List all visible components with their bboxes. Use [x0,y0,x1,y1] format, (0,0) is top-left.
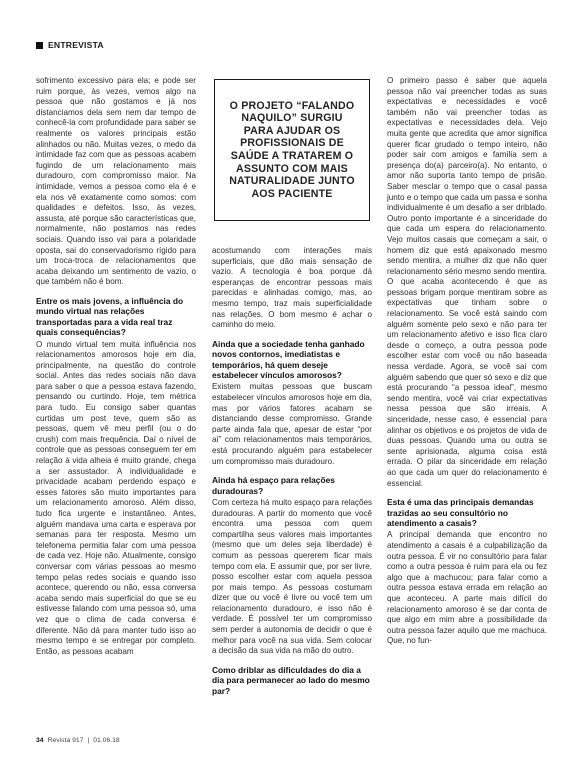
issue-date: 01.06.18 [93,737,120,744]
article-column-3 [387,76,547,748]
question-heading: Como driblar as dificuldades do dia a dia para permanecer ao lado do mesmo par? [212,664,370,696]
section-label: ENTREVISTA [48,40,104,50]
footer-separator: | [87,737,90,744]
paragraph: O primeiro passo é saber que aquela pessoa não vai preencher todas as suas expectativas e necessidades e você também não vai preencher todas as expectativas e necessidades dela. Vejo muita gente que acredita que amor significa querer ficar grudado o tempo inteiro, não poder sair com amigos e família sem a presença do(a) parceiro(a). No entanto, o amor não suporta tanto tempo de prisão. Saber mesclar o tempo que o casal passa junto e o tempo que cada um passa e sonha individualmente é um desafio a ser driblado. Outro ponto importante é a sinceridade do que cada um espera do relacionamento. Vejo muitos casais que começam a sair, o homem diz que está apaixonado mesmo sendo mentira, a mulher diz que não quer relacionamento sério mesmo sendo mentira. O que acaba acontecendo é que as pessoas brigam porque mentiram sobre as expectativas que tinham sobre o relacionamento. Se você está saindo com alguém somente pelo sexo e não para ter um relacionamento afetivo e isso fica claro desde o começo, a outra pessoa pode escolher estar com você ou não baseada nessa verdade. Agora, se você sai com alguém sabendo que quer só sexo e diz que está procurando “a pessoa ideal”, mesmo sendo mentira, você vai criar expectativas nessa pessoa que são irreais. A sinceridade, nesse caso, é essencial para alinhar os objetivos e os projetos de vida de duas pessoas. Quando uma ou outra se sente aprisionada, alguma coisa está errada. O pilar da sinceridade em relação ao que cada um quer do relacionamento é essencial. [387,76,547,488]
section-header [36,40,104,50]
paragraph: Com certeza há muito espaço para relações duradouras. A partir do momento que você encontra uma pessoa com quem compartilha seus valores mais importantes (mesmo que um deles seja liberdade) é comum as pessoas quererem ficar mais tempo com ela. E assumir que, por ser livre, posso escolher estar com aquela pessoa por mais tempo. As pessoas costumam dizer que ou você é livre ou você tem um relacionamento duradouro, e isso não é verdade. É possível ter um compromisso sem perder a autonomia de decidir o que é melhor para você na sua vida. Sem colocar a decisão da sua vida na mão do outro. [212,497,372,656]
article-column-1 [36,76,196,748]
page-number: 34 [36,737,44,744]
paragraph: O mundo virtual tem muita influência nos relacionamentos amorosos hoje em dia, principalmente, na questão do controle social. Antes das redes sociais não dava para saber o que a pessoa estava fazendo, pensando ou curtindo. Hoje, tem métrica para tudo. Eu consigo saber quantas curtidas um post teve, quem são as pessoas, quem vê meu perfil (ou o do crush) com mais frequência. Daí o nível de controle que as pessoas conseguem ter em relação à vida alheia é muito grande, chega a ser assustador. A individualidade e privacidade acabam perdendo espaço e esses fatores são muito importantes para um relacionamento amoroso. Além disso, tudo fica urgente e instantâneo. Antes, alguém mandava uma carta e esperava por semanas para ter resposta. Mesmo um telefonema permitia falar com uma pessoa de cada vez. Hoje não. Atualmente, consigo conversar com várias pessoas ao mesmo tempo pelas redes sociais e quando isso acontece, querendo ou não, essa conversa acaba sendo mais superficial do que se eu estivesse falando com uma pessoa só, uma vez que o clima de cada conversa é diferente. Não dá para manter tudo isso ao mesmo tempo e se entregar por completo. Então, as pessoas acabam [36,339,196,656]
paragraph: sofrimento excessivo para ela; e pode ser ruim porque, às vezes, vemos algo na pessoa que não gostamos e já nos distanciamos dela sem nem dar tempo de conhecê-la com profundidade para saber se realmente os valores principais estão alinhados ou não. Muitas vezes, o medo da intimidade faz com que as pessoas acabem fugindo de um relacionamento mais duradouro, com compromisso maior. Na intimidade, vemos a pessoa como ela é e ela nos vê exatamente como somos: com qualidades e defeitos. Isso, às vezes, assusta, até porque são características que, normalmente, não postamos nas redes sociais. Quando isso vai para a polaridade oposta, sai do conservadorismo rígido para um troca-troca de relacionamentos que acaba deixando um sentimento de vazio, o que também não é bom. [36,76,196,287]
article-column-2 [212,246,372,746]
question-heading: Entre os mais jovens, a influência do mundo virtual nas relações transportadas para a vida real traz quais consequências? [36,295,184,338]
paragraph: acostumando com interações mais superficiais, que dão mais sensação de vazio. A tecnologia é boa porque dá esperanças de encontrar pessoas mais parecidas e alinhadas comigo, mas, ao mesmo tempo, traz mais superficialidade nas relações. O bom mesmo é achar o caminho do meio. [212,246,372,330]
question-heading: Ainda que a sociedade tenha ganhado novos contornos, imediatistas e temporários, há quem deseje estabelecer vínculos amorosos? [212,338,365,380]
magazine-name: Revista 917 [47,737,84,744]
pull-quote [214,79,370,221]
question-heading: Esta é uma das principais demandas trazidas ao seu consultório no atendimento a casais? [387,497,534,528]
section-square-icon [36,42,43,49]
pull-quote-text: O PROJETO “FALANDO NAQUILO” SURGIU PARA AJUDAR OS PROFISSIONAIS DE SAÚDE A TRATAREM O ASSUNTO COM MAIS NATURALIDADE JUNTO AOS PACIENTE [229,99,355,200]
paragraph: Existem muitas pessoas que buscam estabelecer vínculos amorosos hoje em dia, mas por vários fatores acabam se distanciando desse compromisso. Grande parte ainda fala que, apesar de estar “por aí” com relacionamentos mais temporários, está procurando alguém para estabelecer um compromisso mais duradouro. [212,382,372,466]
paragraph: A principal demanda que encontro no atendimento a casais é a culpabilização da outra pessoa. É vir no consultório para falar como a outra pessoa é ruim para ela ou fez algo que a machucou; para falar como a outra pessoa estava errada em relação ao que aconteceu. A parte mais difícil do relacionamento amoroso é se dar conta de que algo em mim abre a possibilidade da outra pessoa fazer aquilo que me machuca. Que, no fun- [387,530,547,646]
question-heading: Ainda há espaço para relações duradouras? [212,475,335,496]
page-footer [36,737,120,744]
